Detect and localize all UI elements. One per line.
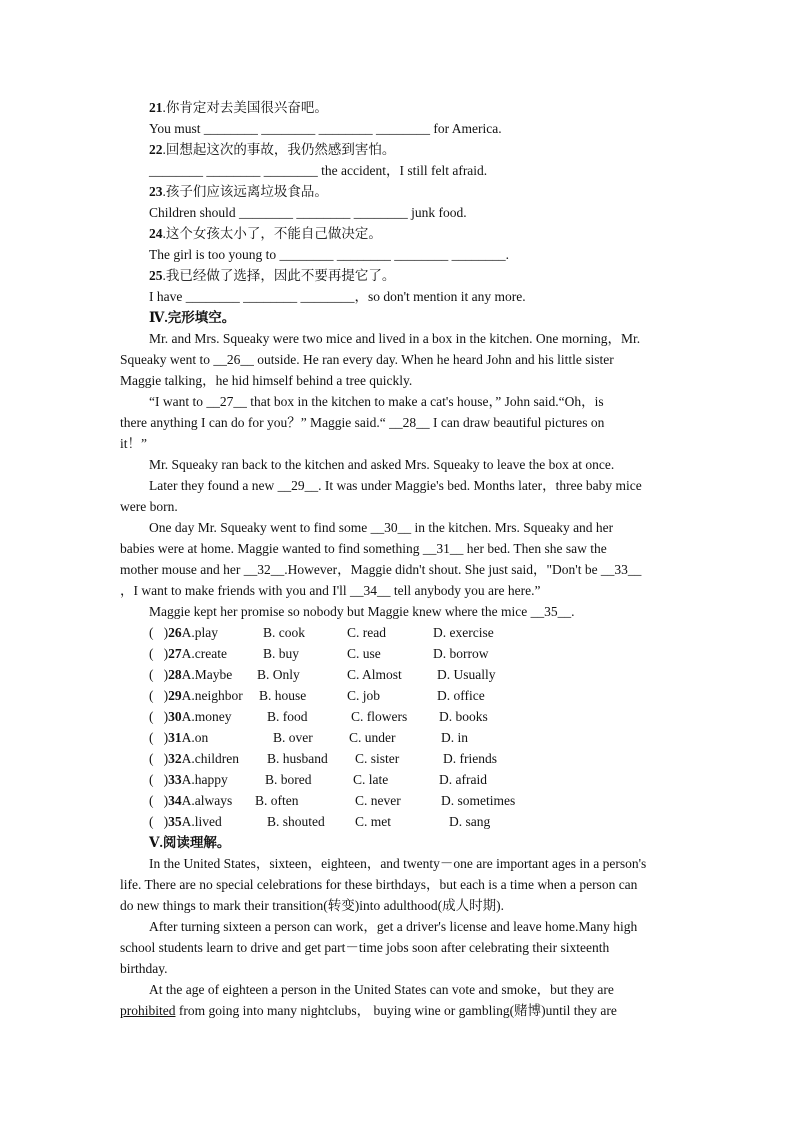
option-row: ( )30A.money B. food C. flowers D. books — [149, 709, 488, 724]
cloze-heading: Ⅳ.完形填空。 — [149, 310, 236, 325]
question-number: 25 — [149, 268, 163, 283]
question-22-prompt: 22.回想起这次的事故，我仍然感到害怕。 — [149, 142, 396, 157]
cloze-line: were born. — [120, 499, 178, 514]
option-row: ( )35A.lived B. shouted C. met D. sang — [149, 814, 491, 829]
question-21-answer: You must ________ ________ ________ ________ for America. — [149, 121, 502, 136]
question-number: 23 — [149, 184, 163, 199]
reading-heading: Ⅴ.阅读理解。 — [149, 835, 231, 850]
question-25-answer: I have ________ ________ ________，so don't mention it any more. — [149, 289, 526, 304]
translation-section — [149, 97, 680, 328]
reading-line: do new things to mark their transition(转变)into adulthood(成人时期). — [120, 898, 504, 913]
option-row: ( )31A.on B. over C. under D. in — [149, 730, 468, 745]
cloze-line: Squeaky went to __26__ outside. He ran every day. When he heard John and his little sister — [120, 352, 614, 367]
cloze-passage — [120, 328, 680, 622]
question-number: 22 — [149, 142, 163, 157]
option-row: ( )32A.children B. husband C. sister D. friends — [149, 751, 497, 766]
reading-line: school students learn to drive and get part－time jobs soon after celebrating their sixteenth — [120, 940, 610, 955]
option-row: ( )34A.always B. often C. never D. sometimes — [149, 793, 516, 808]
question-23-answer: Children should ________ ________ ________ junk food. — [149, 205, 467, 220]
reading-line: In the United States，sixteen，eighteen，and twenty－one are important ages in a person's — [149, 856, 647, 871]
option-row: ( )28A.Maybe B. Only C. Almost D. Usually — [149, 667, 496, 682]
option-row: ( )27A.create B. buy C. use D. borrow — [149, 646, 489, 661]
question-number: 21 — [149, 100, 163, 115]
cloze-line: Maggie kept her promise so nobody but Maggie knew where the mice __35__. — [149, 604, 575, 619]
question-23-prompt: 23.孩子们应该远离垃圾食品。 — [149, 184, 328, 199]
reading-line: After turning sixteen a person can work，get a driver's license and leave home.Many high — [149, 919, 638, 934]
option-row: ( )29A.neighbor B. house C. job D. office — [149, 688, 485, 703]
reading-line: birthday. — [120, 961, 168, 976]
cloze-line: mother mouse and her __32__.However，Maggie didn't shout. She just said，"Don't be __33__ — [120, 562, 642, 577]
reading-line: life. There are no special celebrations for these birthdays，but each is a time when a person can — [120, 877, 638, 892]
cloze-line: there anything I can do for you？” Maggie said.“ __28__ I can draw beautiful pictures on — [120, 415, 605, 430]
cloze-line: Later they found a new __29__. It was under Maggie's bed. Months later，three baby mice — [149, 478, 642, 493]
question-number: 24 — [149, 226, 163, 241]
cloze-line: “I want to __27__ that box in the kitchen to make a cat's house，” John said.“Oh，is — [149, 394, 604, 409]
question-25-prompt: 25.我已经做了选择，因此不要再提它了。 — [149, 268, 396, 283]
cloze-line: Mr. and Mrs. Squeaky were two mice and lived in a box in the kitchen. One morning，Mr. — [149, 331, 641, 346]
question-21-prompt: 21.你肯定对去美国很兴奋吧。 — [149, 100, 328, 115]
question-24-answer: The girl is too young to ________ ________ ________ ________. — [149, 247, 509, 262]
reading-section — [120, 832, 680, 1021]
reading-line: prohibited from going into many nightclubs， buying wine or gambling(赌博)until they are — [120, 1003, 617, 1018]
reading-line: At the age of eighteen a person in the United States can vote and smoke，but they are — [149, 982, 614, 997]
cloze-line: it！” — [120, 436, 147, 451]
option-row: ( )33A.happy B. bored C. late D. afraid — [149, 772, 487, 787]
question-22-answer: ________ ________ ________ the accident，I still felt afraid. — [149, 163, 488, 178]
cloze-options — [149, 622, 680, 832]
cloze-line: Mr. Squeaky ran back to the kitchen and asked Mrs. Squeaky to leave the box at once. — [149, 457, 615, 472]
question-24-prompt: 24.这个女孩太小了，不能自己做决定。 — [149, 226, 382, 241]
option-row: ( )26A.play B. cook C. read D. exercise — [149, 625, 494, 640]
underlined-word: prohibited — [120, 1003, 176, 1018]
cloze-line: ，I want to make friends with you and I'll __34__ tell anybody you are here.” — [120, 583, 541, 598]
cloze-line: Maggie talking，he hid himself behind a tree quickly. — [120, 373, 413, 388]
cloze-line: One day Mr. Squeaky went to find some __30__ in the kitchen. Mrs. Squeaky and her — [149, 520, 614, 535]
cloze-line: babies were at home. Maggie wanted to find something __31__ her bed. Then she saw the — [120, 541, 607, 556]
